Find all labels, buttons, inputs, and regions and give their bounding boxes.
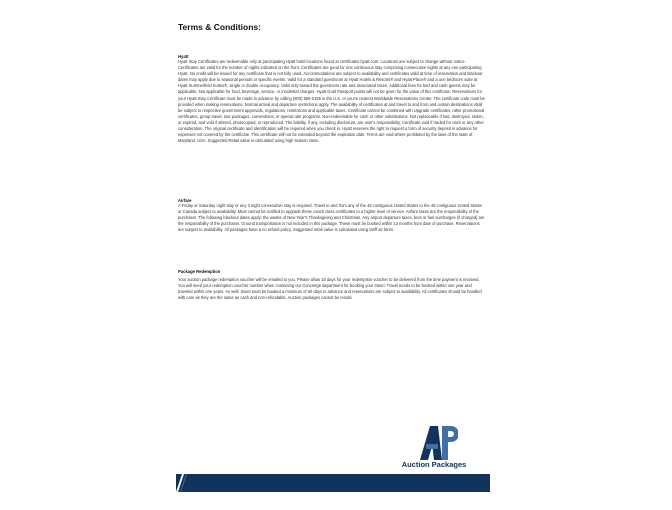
- ap-logo-mark-icon: [418, 422, 458, 462]
- section-heading-hyatt: Hyatt: [178, 54, 189, 59]
- section-body-airfare: A Friday or Saturday night stay or any 3 night consecutive stay is required. Travel to and from any of the 48 contiguous United States to the 48 contiguous United States or Canada subject to availability. Must cannot be notified to upgrade these coach class certificates to a higher level of service. Airfare taxes are the responsibility of the purchaser. The following blackout dates apply: the weeks of New Year's Thanksgiving and Christmas. Any airport departure taxes, fees or fuel surcharges (if charged) are the responsibility of the purchaser. Ground transportation is not included in this package. These must be booked within 12 months from date of purchase. Reservations are subject to availability. All packages have a no refund policy. Suggested retail value is calculated using tariff air fares.: [178, 203, 485, 233]
- document-page: [176, 20, 490, 492]
- page-title: Terms & Conditions:: [178, 22, 261, 32]
- section-body-package-redemption: Your auction package redemption voucher will be emailed to you. Please allow 15 days for your redemption voucher to be delivered from the time payment is received. You will need your redemption voucher number when contacting our Concierge department for booking your travel. Travel needs to be booked within one year and traveled within one years. As well, travel must be booked a minimum of 60 days in advance and reservations are subject to availability. All certificates should be handled with care as they are the same as cash and non-refundable. Auction packages cannot be resold.: [178, 277, 482, 301]
- footer-stripe-bar: [176, 474, 490, 492]
- section-heading-package-redemption: Package Redemption: [178, 269, 221, 274]
- section-body-hyatt: Hyatt Stay Certificates are redeemable only at participating Hyatt hotel locations found at certificates.hyatt.com. Locations are subject to change without notice. Certificates are valid for the number of nights indicated on the front. Certificates are good for one continuous stay comprising consecutive nights at any one participating Hyatt. No credit will be issued for any certificate that is not fully used. Accommodations are subject to availability and certificates valid at time of reservation and blackout dates may apply due to seasonal periods or specific events. Valid for a standard guestroom at Hyatt Hotels & Resorts® and Hyatt Place® and a one bedroom suite at Hyatt Summerfield Suites®, single or double occupancy. Valid only toward the guestroom rate and associated taxes. Additional fees for bed and cash guests may be applicable. Not applicable for food, beverage, service, or incidental charges. Hyatt Gold Passport points will not be given for the value of this certificate. Reservations for your Hyatt Stay Certificate must be made in advance by calling (800) 555-0155 in the U.S. or you're nearest Worldwide Reservations Center. The certificate code must be provided when making reservations. Normal arrival and departure restrictions apply. The availability of certificates at and travel to and from and certain destinations shall be subject to respective government approvals, regulations, restrictions and applicable taxes. Certificate cannot be combined with Upgrade certificates, other promotional certificates, group travel, tour packages, conventions, or special rate programs. Non-redeemable for cash or other substitutions. Not replaceable if lost, destroyed, stolen, or expired, and void if altered, photocopied, or reproduced. The liability, if any, including disclosure, are user's responsibility. Certificate void if traded for cash or any other consideration. The original certificate and identification will be required when you check in. Hyatt reserves the right to request a form of security deposit in advance for expenses not covered by the certificate. This certificate will not be extended beyond the expiration date. Terms are void where prohibited by the laws of the state of Maryland. USA. Suggested Retail value is calculated using high season rates.: [178, 59, 485, 144]
- brand-name: Auction Packages: [401, 460, 467, 469]
- auction-packages-logo: [398, 422, 470, 476]
- section-heading-airfare: Airfare: [178, 198, 192, 203]
